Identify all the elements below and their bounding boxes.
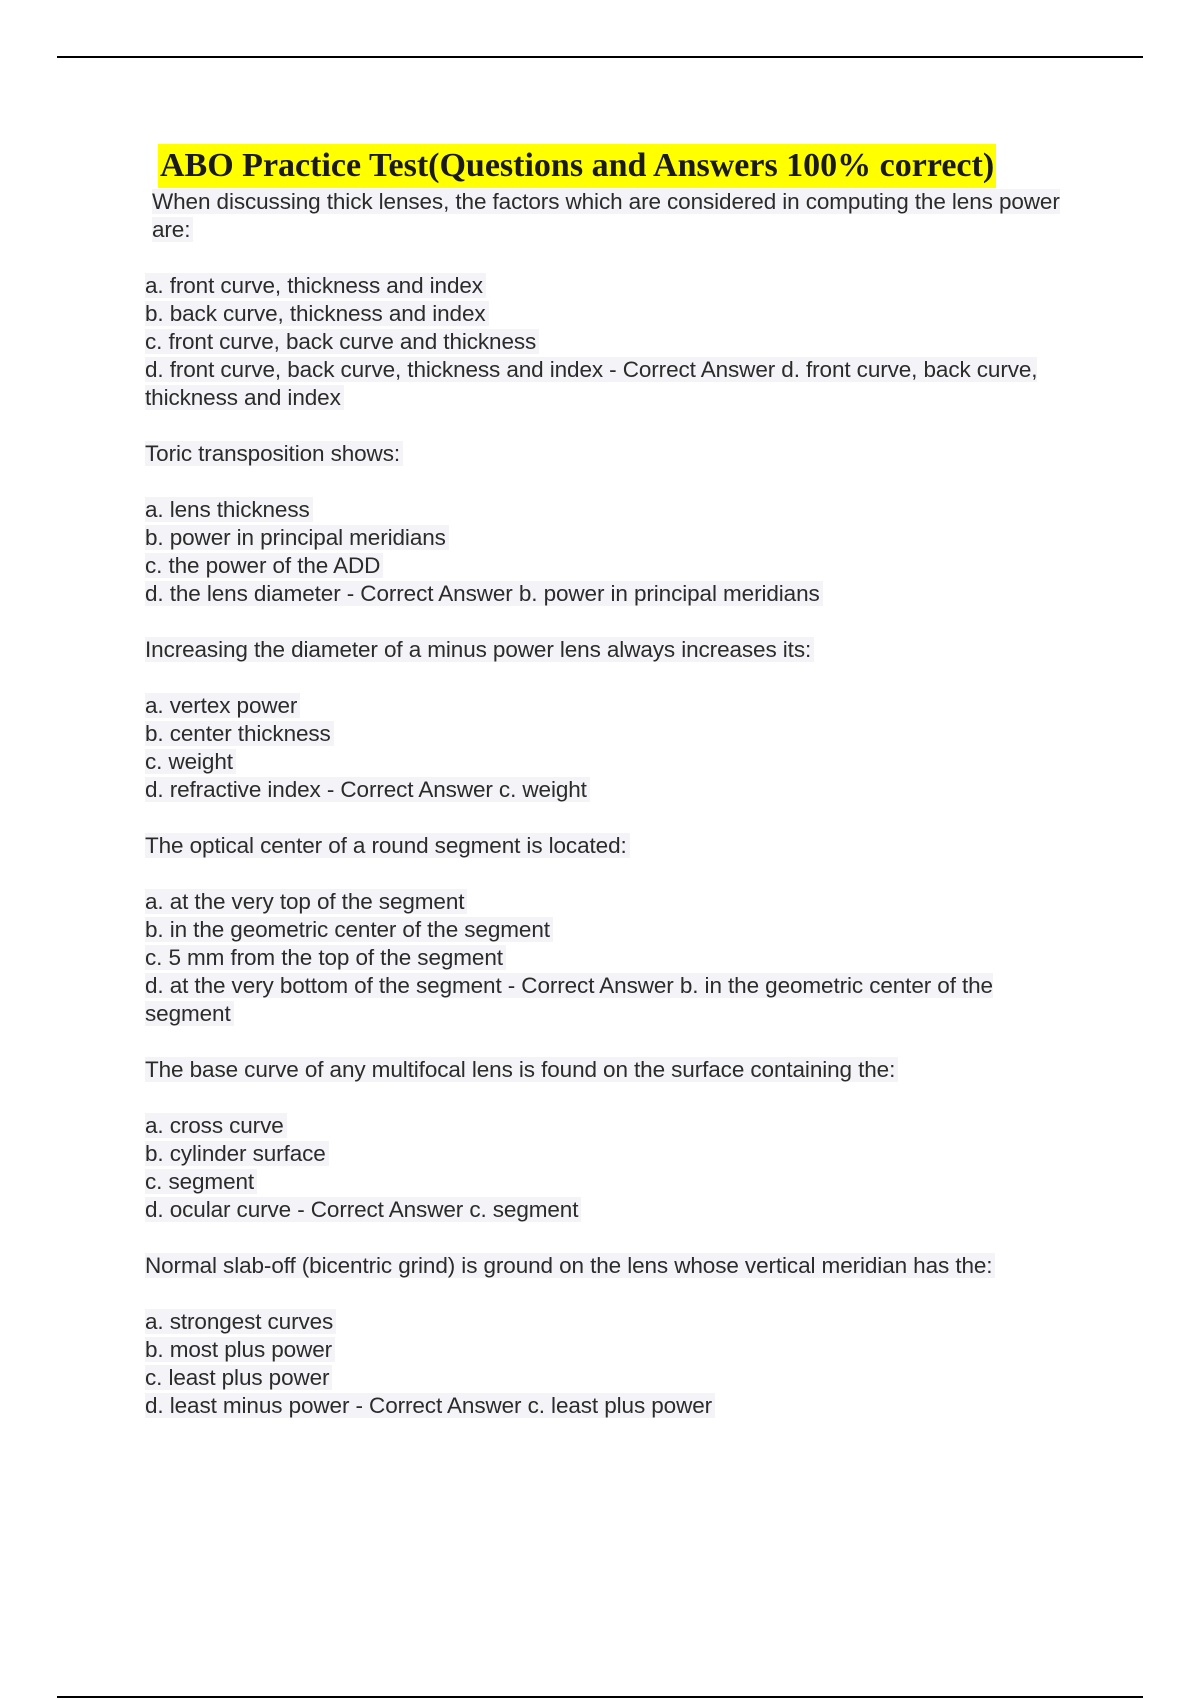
option-d-with-answer: d. at the very bottom of the segment - Correct Answer b. in the geometric center of the segment	[145, 973, 993, 1026]
question-text: The optical center of a round segment is located:	[145, 833, 630, 858]
title-line	[145, 144, 1075, 188]
option-d-with-answer: d. ocular curve - Correct Answer c. segment	[145, 1197, 581, 1222]
option-a: a. cross curve	[145, 1113, 287, 1138]
question-text: Increasing the diameter of a minus power lens always increases its:	[145, 637, 814, 662]
option-b: b. cylinder surface	[145, 1141, 329, 1166]
option-a: a. lens thickness	[145, 497, 313, 522]
option-b: b. power in principal meridians	[145, 525, 449, 550]
question-text: Toric transposition shows:	[145, 441, 403, 466]
option-b: b. center thickness	[145, 721, 334, 746]
option-b: b. in the geometric center of the segment	[145, 917, 553, 942]
bottom-rule	[57, 1696, 1143, 1698]
option-d-with-answer: d. least minus power - Correct Answer c. least plus power	[145, 1393, 715, 1418]
option-a: a. vertex power	[145, 693, 300, 718]
option-c: c. the power of the ADD	[145, 553, 383, 578]
option-a: a. front curve, thickness and index	[145, 273, 486, 298]
option-c: c. 5 mm from the top of the segment	[145, 945, 506, 970]
document-body	[145, 144, 1075, 1420]
option-b: b. most plus power	[145, 1337, 335, 1362]
option-d-with-answer: d. the lens diameter - Correct Answer b. power in principal meridians	[145, 581, 823, 606]
top-rule	[57, 56, 1143, 58]
option-b: b. back curve, thickness and index	[145, 301, 489, 326]
question-block	[145, 1056, 1075, 1224]
question-block	[145, 440, 1075, 608]
option-c: c. least plus power	[145, 1365, 332, 1390]
question-block	[145, 636, 1075, 804]
question-text: When discussing thick lenses, the factors which are considered in computing the lens power are:	[152, 189, 1060, 242]
option-a: a. strongest curves	[145, 1309, 336, 1334]
option-c: c. front curve, back curve and thickness	[145, 329, 539, 354]
option-a: a. at the very top of the segment	[145, 889, 467, 914]
option-d-with-answer: d. refractive index - Correct Answer c. weight	[145, 777, 590, 802]
question-block	[145, 1252, 1075, 1420]
option-c: c. segment	[145, 1169, 257, 1194]
question-block	[145, 832, 1075, 1028]
option-d-with-answer: d. front curve, back curve, thickness and index - Correct Answer d. front curve, back curve, thickness and index	[145, 357, 1038, 410]
question-block	[145, 188, 1075, 412]
qa-list	[145, 188, 1075, 1420]
question-text: The base curve of any multifocal lens is found on the surface containing the:	[145, 1057, 898, 1082]
question-text: Normal slab-off (bicentric grind) is ground on the lens whose vertical meridian has the:	[145, 1253, 995, 1278]
document-title: ABO Practice Test(Questions and Answers 100% correct)	[158, 144, 996, 188]
option-c: c. weight	[145, 749, 236, 774]
